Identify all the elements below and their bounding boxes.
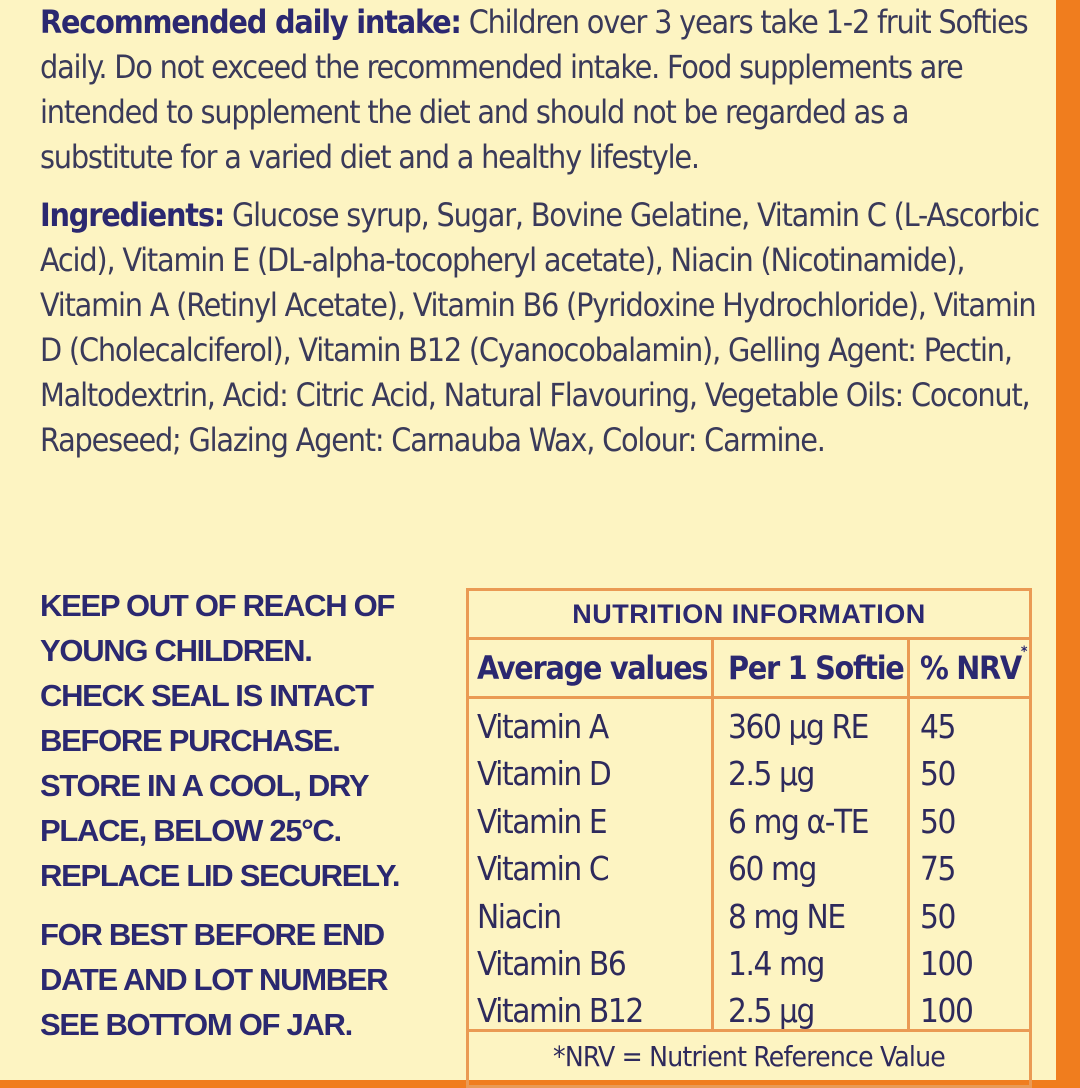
recommended-intake-text: Children over 3 years take 1-2 fruit Softies daily. Do not exceed the recommended intake. Food supplements are intended to supplement the diet and should not be regarded as a substitute for a varied diet and a healthy lifestyle. bbox=[40, 3, 1028, 176]
header-nrv-label: % NRV bbox=[920, 649, 1021, 687]
ingredients-label: Ingredients: bbox=[40, 196, 225, 234]
nutrient-amount: 1.4 mg bbox=[728, 943, 824, 983]
nutrient-amount: 2.5 µg bbox=[728, 991, 814, 1031]
nutrient-nrv: 75 bbox=[920, 849, 955, 889]
nutrient-name: Vitamin E bbox=[477, 801, 607, 841]
warning-line: BEFORE PURCHASE. bbox=[40, 723, 340, 758]
best-before-note bbox=[40, 912, 460, 1047]
nutrient-nrv: 100 bbox=[920, 991, 973, 1031]
nutrient-name: Vitamin C bbox=[477, 849, 609, 889]
nutrient-nrv: 50 bbox=[920, 801, 955, 841]
nutrient-nrv: 100 bbox=[920, 943, 973, 983]
recommended-intake-label: Recommended daily intake: bbox=[40, 3, 461, 41]
nutrient-amount: 6 mg α-TE bbox=[728, 801, 869, 841]
nutrient-name: Vitamin A bbox=[477, 707, 608, 746]
warning-line: PLACE, BELOW 25°C. bbox=[40, 813, 341, 848]
nrv-footnote: *NRV = Nutrient Reference Value bbox=[553, 1040, 945, 1073]
warning-line: KEEP OUT OF REACH OF bbox=[40, 588, 395, 623]
nutrient-amount: 360 µg RE bbox=[728, 707, 869, 746]
footnote-marker: * bbox=[1020, 644, 1027, 660]
ingredients-text: Glucose syrup, Sugar, Bovine Gelatine, Vitamin C (L-Ascorbic Acid), Vitamin E (DL-alpha-tocopheryl acetate), Niacin (Nicotinamide), Vitamin A (Retinyl Acetate), Vitamin B6 (Pyridoxine Hydrochloride), Vitamin D (Cholecalciferol), Vitamin B12 (Cyanocobalamin), Gelling Agent: Pectin, Maltodextrin, Acid: Citric Acid, Natural Flavouring, Vegetable Oils: Coconut, Rapeseed; Glazing Agent: Carnauba Wax, Colour: Carmine. bbox=[40, 196, 1039, 459]
header-nrv bbox=[907, 640, 1029, 696]
nutrient-amount-column bbox=[711, 699, 907, 1029]
nutrient-name-column bbox=[469, 699, 711, 1029]
nutrient-name: Niacin bbox=[477, 896, 561, 936]
nutrition-table-title: NUTRITION INFORMATION bbox=[469, 591, 1029, 640]
storage-warning bbox=[40, 583, 460, 898]
nutrient-nrv: 50 bbox=[920, 896, 955, 936]
ingredients-paragraph bbox=[40, 193, 1040, 463]
nutrient-nrv: 50 bbox=[920, 754, 955, 794]
nutrient-name: Vitamin B12 bbox=[477, 991, 643, 1031]
header-average-values: Average values bbox=[477, 649, 708, 687]
header-per-softie: Per 1 Softie bbox=[711, 640, 907, 696]
nutrient-name: Vitamin D bbox=[477, 754, 611, 794]
nutrient-amount: 2.5 µg bbox=[728, 754, 814, 794]
nutrient-nrv: 45 bbox=[920, 707, 955, 746]
warning-line: STORE IN A COOL, DRY bbox=[40, 768, 369, 803]
best-before-line: FOR BEST BEFORE END bbox=[40, 917, 384, 952]
nutrient-nrv-column bbox=[907, 699, 1029, 1029]
warning-line: YOUNG CHILDREN. bbox=[40, 633, 312, 668]
recommended-intake-paragraph bbox=[40, 0, 1040, 180]
nutrition-table-header bbox=[469, 640, 1029, 699]
nutrient-amount: 60 mg bbox=[728, 849, 816, 889]
warning-line: CHECK SEAL IS INTACT bbox=[40, 678, 373, 713]
nutrition-table bbox=[466, 588, 1032, 1088]
best-before-line: SEE BOTTOM OF JAR. bbox=[40, 1007, 352, 1042]
warning-line: REPLACE LID SECURELY. bbox=[40, 858, 400, 893]
nutrition-table-body bbox=[469, 699, 1029, 1032]
nutrient-amount: 8 mg NE bbox=[728, 896, 845, 936]
nutrient-name: Vitamin B6 bbox=[477, 943, 626, 983]
best-before-line: DATE AND LOT NUMBER bbox=[40, 962, 388, 997]
